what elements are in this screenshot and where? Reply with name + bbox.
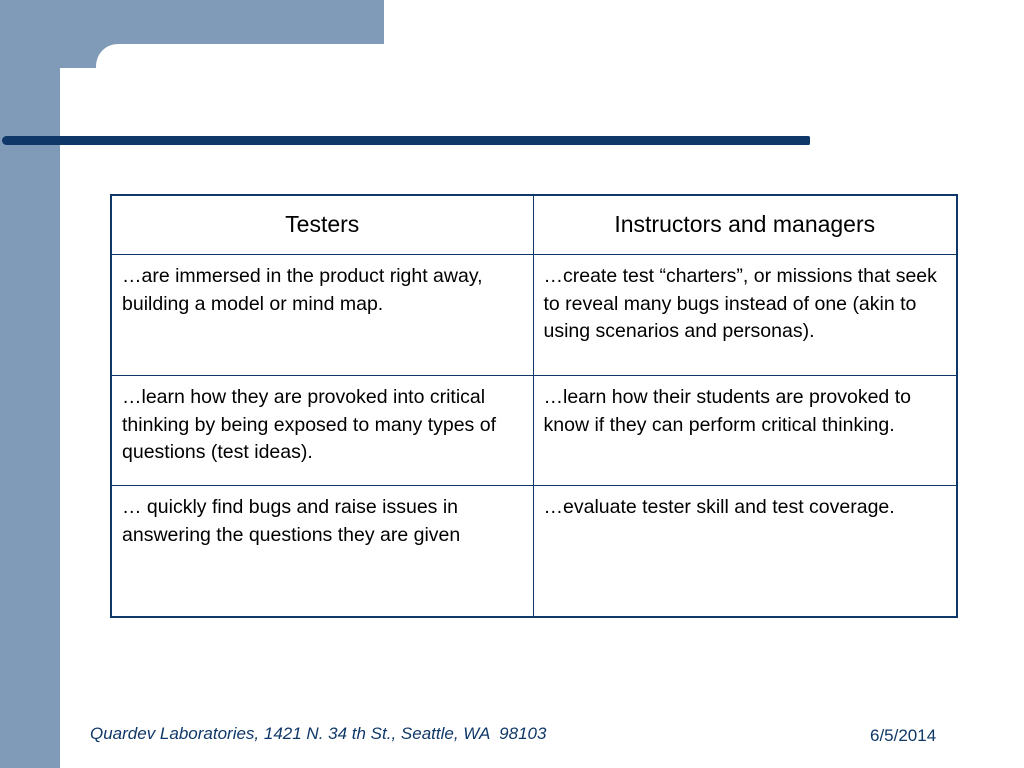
table-header-row [111, 195, 957, 255]
table-row [111, 255, 957, 376]
footer-date: 6/5/2014 [870, 726, 937, 745]
table-cell-testers: …are immersed in the product right away, building a model or mind map. [111, 255, 533, 376]
table-cell-instructors: …learn how their students are provoked to know if they can perform critical thinking. [533, 376, 957, 486]
footer-address: Quardev Laboratories, 1421 N. 34 th St., Seattle, WA 98103 [90, 724, 547, 743]
table-cell-instructors: …evaluate tester skill and test coverage. [533, 486, 957, 618]
comparison-table [110, 194, 958, 618]
table-row [111, 376, 957, 486]
rounded-corner-cutout [96, 44, 384, 84]
header-instructors-managers: Instructors and managers [533, 195, 957, 255]
table-cell-testers: … quickly find bugs and raise issues in answering the questions they are given [111, 486, 533, 618]
title-divider-rule [2, 136, 810, 145]
left-decorative-bar [0, 0, 60, 768]
table-cell-instructors: …create test “charters”, or missions that seek to reveal many bugs instead of one (akin to using scenarios and personas). [533, 255, 957, 376]
table-row [111, 486, 957, 618]
header-testers: Testers [111, 195, 533, 255]
table-cell-testers: …learn how they are provoked into critical thinking by being exposed to many types of questions (test ideas). [111, 376, 533, 486]
